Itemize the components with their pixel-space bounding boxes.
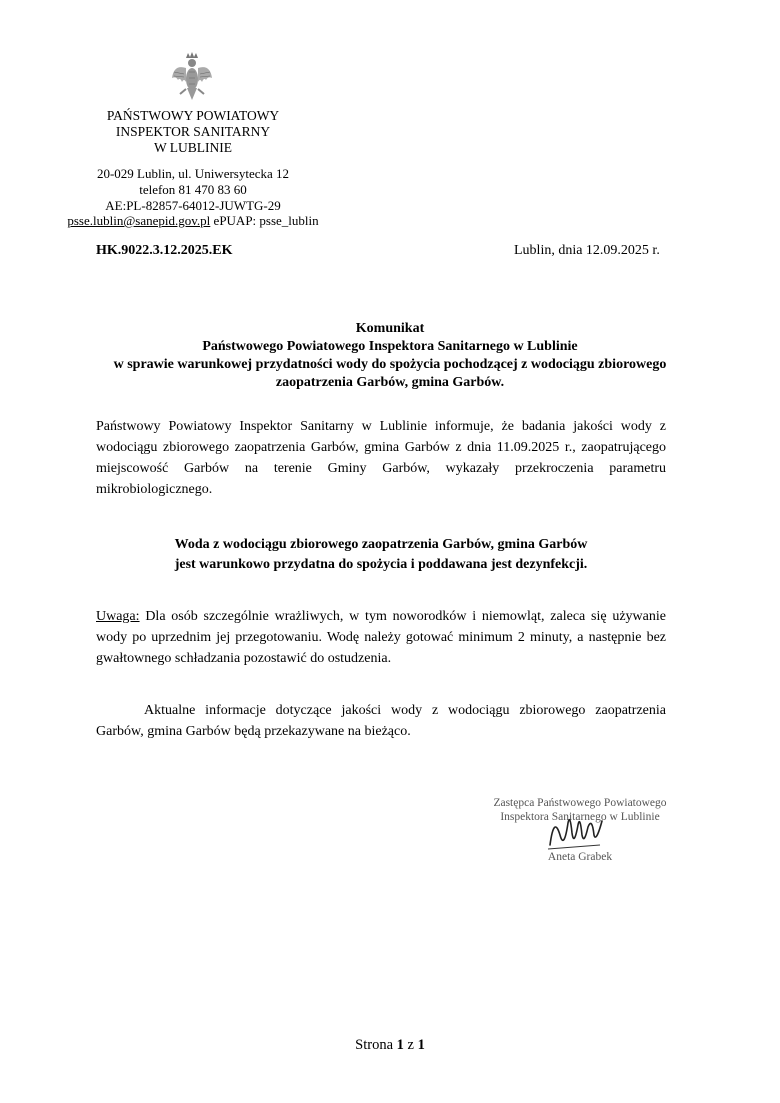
stamp-line2: Inspektora Sanitarnego w Lublinie <box>500 811 660 823</box>
title-line3: w sprawie warunkowej przydatności wody do spożycia pochodzącej z wodociągu zbiorowego <box>113 357 667 372</box>
title-line4: zaopatrzenia Garbów, gmina Garbów. <box>275 375 505 390</box>
handwritten-signature <box>540 805 610 855</box>
notice-block <box>96 535 666 575</box>
email-link[interactable]: psse.lublin@sanepid.gov.pl <box>67 213 211 228</box>
notice-line2: jest warunkowo przydatna do spożycia i poddawana jest dezynfekcji. <box>174 557 588 572</box>
paragraph-uwaga <box>96 606 666 669</box>
title-line2: Państwowego Powiatowego Inspektora Sanitarnego w Lublinie <box>202 339 578 354</box>
notice-line1: Woda z wodociągu zbiorowego zaopatrzenia Garbów, gmina Garbów <box>174 537 588 552</box>
institution-name-line3: W LUBLINIE <box>153 140 233 155</box>
paragraph-updates-text: Aktualne informacje dotyczące jakości wody z wodociągu zbiorowego zaopatrzenia Garbów, gmina Garbów będą przekazywane na bieżąco. <box>96 703 666 739</box>
paragraph-results <box>96 416 666 500</box>
page-prefix: Strona <box>355 1037 397 1053</box>
uwaga-label: Uwaga: <box>96 609 140 624</box>
signer-name: Aneta Grabek <box>547 851 613 863</box>
contact-line <box>60 213 326 229</box>
paragraph-updates <box>96 700 666 742</box>
document-date: Lublin, dnia 12.09.2025 r. <box>514 243 660 258</box>
page-number <box>0 1037 780 1054</box>
document-title <box>60 320 720 392</box>
page-current: 1 <box>396 1037 404 1053</box>
uwaga-text: Dla osób szczególnie wrażliwych, w tym noworodków i niemowląt, zaleca się używanie wody po uprzednim jej przegotowaniu. Wodę należy gotować minimum 2 minuty, a następnie bez gwałtownego schładzania pozostawić do ostudzenia. <box>96 609 666 666</box>
title-line1: Komunikat <box>355 321 425 336</box>
page-total: 1 <box>417 1037 425 1053</box>
reference-number: HK.9022.3.12.2025.EK <box>96 243 233 258</box>
institution-name-line2: INSPEKTOR SANITARNY <box>115 124 271 139</box>
epuap-address: ePUAP: psse_lublin <box>210 213 319 228</box>
paragraph-results-text: Państwowy Powiatowy Inspektor Sanitarny w Lublinie informuje, że badania jakości wody z wodociągu zbiorowego zaopatrzenia Garbów, gmina Garbów z dnia 11.09.2025 r., zaopatrującego miejscowość Garbów na terenie Gminy Garbów, wykazały przekroczenia parametru mikrobiologicznego. <box>96 419 666 497</box>
page-mid: z <box>403 1037 418 1053</box>
institution-name-line1: PAŃSTWOWY POWIATOWY <box>106 108 280 123</box>
ae-code: AE:PL-82857-64012-JUWTG-29 <box>105 198 281 213</box>
address: 20-029 Lublin, ul. Uniwersytecka 12 <box>96 166 290 181</box>
phone: telefon 81 470 83 60 <box>139 182 247 197</box>
stamp-line1: Zastępca Państwowego Powiatowego <box>493 797 667 809</box>
polish-eagle-emblem-icon <box>170 52 214 102</box>
signature-stamp <box>470 790 690 870</box>
